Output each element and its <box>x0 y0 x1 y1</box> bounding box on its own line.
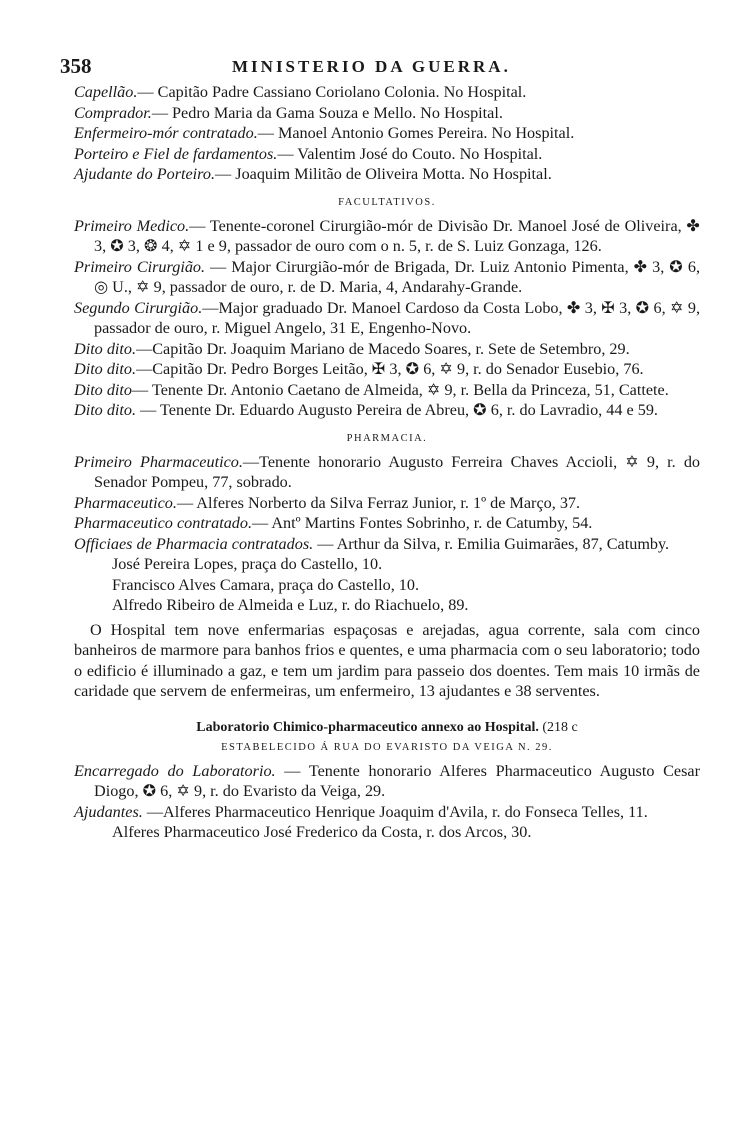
laboratorio-title-text: Laboratorio Chimico-pharmaceutico annexo ao Hospital. <box>196 719 539 735</box>
entry-text: — Manoel Antonio Gomes Pereira. No Hospital. <box>257 124 575 142</box>
laboratorio-title <box>74 720 700 736</box>
list-item <box>74 534 700 555</box>
entry-text: — Alferes Norberto da Silva Ferraz Junior, r. 1º de Março, 37. <box>176 493 581 512</box>
pharmacia-list <box>74 452 700 616</box>
role-label: Officiaes de Pharmacia contratados. <box>74 534 314 553</box>
role-label: Encarregado do Laboratorio. <box>74 761 276 780</box>
role-label: Ajudantes. <box>74 802 143 821</box>
running-title: MINISTERIO DA GUERRA. <box>232 57 511 76</box>
list-item <box>74 216 700 257</box>
role-label: Pharmaceutico. <box>74 493 177 512</box>
list-item <box>74 103 700 124</box>
entry-text: —Capitão Dr. Joaquim Mariano de Macedo Soares, r. Sete de Setembro, 29. <box>136 339 630 358</box>
list-item <box>74 380 700 401</box>
role-label: Dito dito <box>74 380 133 399</box>
list-item <box>74 298 700 339</box>
page-header <box>60 52 700 82</box>
list-item <box>74 123 700 144</box>
list-item <box>74 493 700 514</box>
entry-text: — Joaquim Militão de Oliveira Motta. No Hospital. <box>215 165 552 183</box>
list-item: Alferes Pharmaceutico José Frederico da Costa, r. dos Arcos, 30. <box>112 823 532 841</box>
list-item <box>74 164 700 185</box>
list-item <box>74 513 700 534</box>
list-item <box>74 802 700 823</box>
role-label: Porteiro e Fiel de fardamentos. <box>74 144 278 163</box>
list-item <box>74 761 700 802</box>
list-item: Alfredo Ribeiro de Almeida e Luz, r. do Riachuelo, 89. <box>112 596 469 614</box>
laboratorio-list <box>74 761 700 843</box>
list-item: José Pereira Lopes, praça do Castello, 10. <box>112 555 383 573</box>
entry-text: —Major graduado Dr. Manoel Cardoso da Costa Lobo, ✤ 3, ✠ 3, ✪ 6, ✡ 9, passador de ouro, r. Miguel Angelo, 31 E, Engenho-Novo. <box>94 298 700 337</box>
role-label: Dito dito. <box>74 339 137 358</box>
entry-text: — Tenente Dr. Eduardo Augusto Pereira de Abreu, ✪ 6, r. do Lavradio, 44 e 59. <box>136 401 658 419</box>
staff-list <box>74 82 700 185</box>
facultativos-list <box>74 216 700 421</box>
role-label: Capellão. <box>74 83 138 101</box>
entry-text: —Tenente honorario Augusto Ferreira Chaves Accioli, ✡ 9, r. do Senador Pompeu, 77, sobrado. <box>94 452 701 491</box>
list-item: Francisco Alves Camara, praça do Castello, 10. <box>112 575 420 594</box>
entry-text: — Major Cirurgião-mór de Brigada, Dr. Luiz Antonio Pimenta, ✤ 3, ✪ 6, ◎ U., ✡ 9, passador de ouro, r. de D. Maria, 4, Andarahy-Grande. <box>94 257 701 296</box>
role-label: Dito dito. <box>74 360 137 378</box>
entry-text: — Arthur da Silva, r. Emilia Guimarães, 87, Catumby. <box>313 534 670 553</box>
role-label: Enfermeiro-mór contratado. <box>74 124 258 142</box>
list-item <box>74 339 700 360</box>
role-label: Primeiro Medico. <box>74 216 190 235</box>
role-label: Primeiro Pharmaceutico. <box>74 452 243 471</box>
list-item <box>74 359 700 380</box>
entry-text: — Pedro Maria da Gama Souza e Mello. No Hospital. <box>151 103 503 122</box>
entry-text: — Valentim José do Couto. No Hospital. <box>277 144 543 163</box>
role-label: Dito dito. <box>74 401 137 419</box>
entry-text: — Tenente Dr. Antonio Caetano de Almeida, ✡ 9, r. Bella da Princeza, 51, Cattete. <box>132 380 669 399</box>
list-item <box>74 257 700 298</box>
role-label: Segundo Cirurgião. <box>74 298 203 317</box>
entry-text: —Alferes Pharmaceutico Henrique Joaquim d'Avila, r. do Fonseca Telles, 11. <box>142 802 648 821</box>
entry-text: — Antº Martins Fontes Sobrinho, r. de Catumby, 54. <box>252 514 593 532</box>
list-item <box>74 452 700 493</box>
section-title-facultativos: FACULTATIVOS. <box>338 196 436 208</box>
list-item <box>74 400 700 421</box>
role-label: Primeiro Cirurgião. <box>74 257 206 276</box>
list-item <box>74 144 700 165</box>
page-number: 358 <box>60 54 92 78</box>
section-title-pharmacia: PHARMACIA. <box>346 432 428 444</box>
entry-text: — Tenente honorario Alferes Pharmaceutico Augusto Cesar Diogo, ✪ 6, ✡ 9, r. do Evaristo da Veiga, 29. <box>94 761 700 800</box>
role-label: Comprador. <box>74 103 152 122</box>
role-label: Pharmaceutico contratado. <box>74 514 253 532</box>
hospital-paragraph: O Hospital tem nove enfermarias espaçosas e arejadas, agua corrente, sala com cinco banheiros de marmore para banhos frios e quentes, e uma pharmacia com o seu laboratorio; todo o edificio é illuminado a gaz, e tem um jardim para passeio dos doentes. Tem mais 10 irmãs de caridade que servem de enfermeiras, um enfermeiro, 13 ajudantes e 38 serventes. <box>74 620 700 700</box>
laboratorio-subtitle: ESTABELECIDO Á RUA DO EVARISTO DA VEIGA N. 29. <box>221 741 553 753</box>
entry-text: — Tenente-coronel Cirurgião-mór de Divisão Dr. Manoel José de Oliveira, ✤ 3, ✪ 3, ❂ 4, ✡ 1 e 9, passador de ouro com o n. 5, r. de S. Luiz Gonzaga, 126. <box>94 216 700 255</box>
entry-text: —Capitão Dr. Pedro Borges Leitão, ✠ 3, ✪ 6, ✡ 9, r. do Senador Eusebio, 76. <box>136 360 644 378</box>
list-item <box>74 82 700 103</box>
laboratorio-title-note: (218 c <box>542 719 578 735</box>
entry-text: — Capitão Padre Cassiano Coriolano Colonia. No Hospital. <box>137 83 527 101</box>
role-label: Ajudante do Porteiro. <box>74 165 216 183</box>
